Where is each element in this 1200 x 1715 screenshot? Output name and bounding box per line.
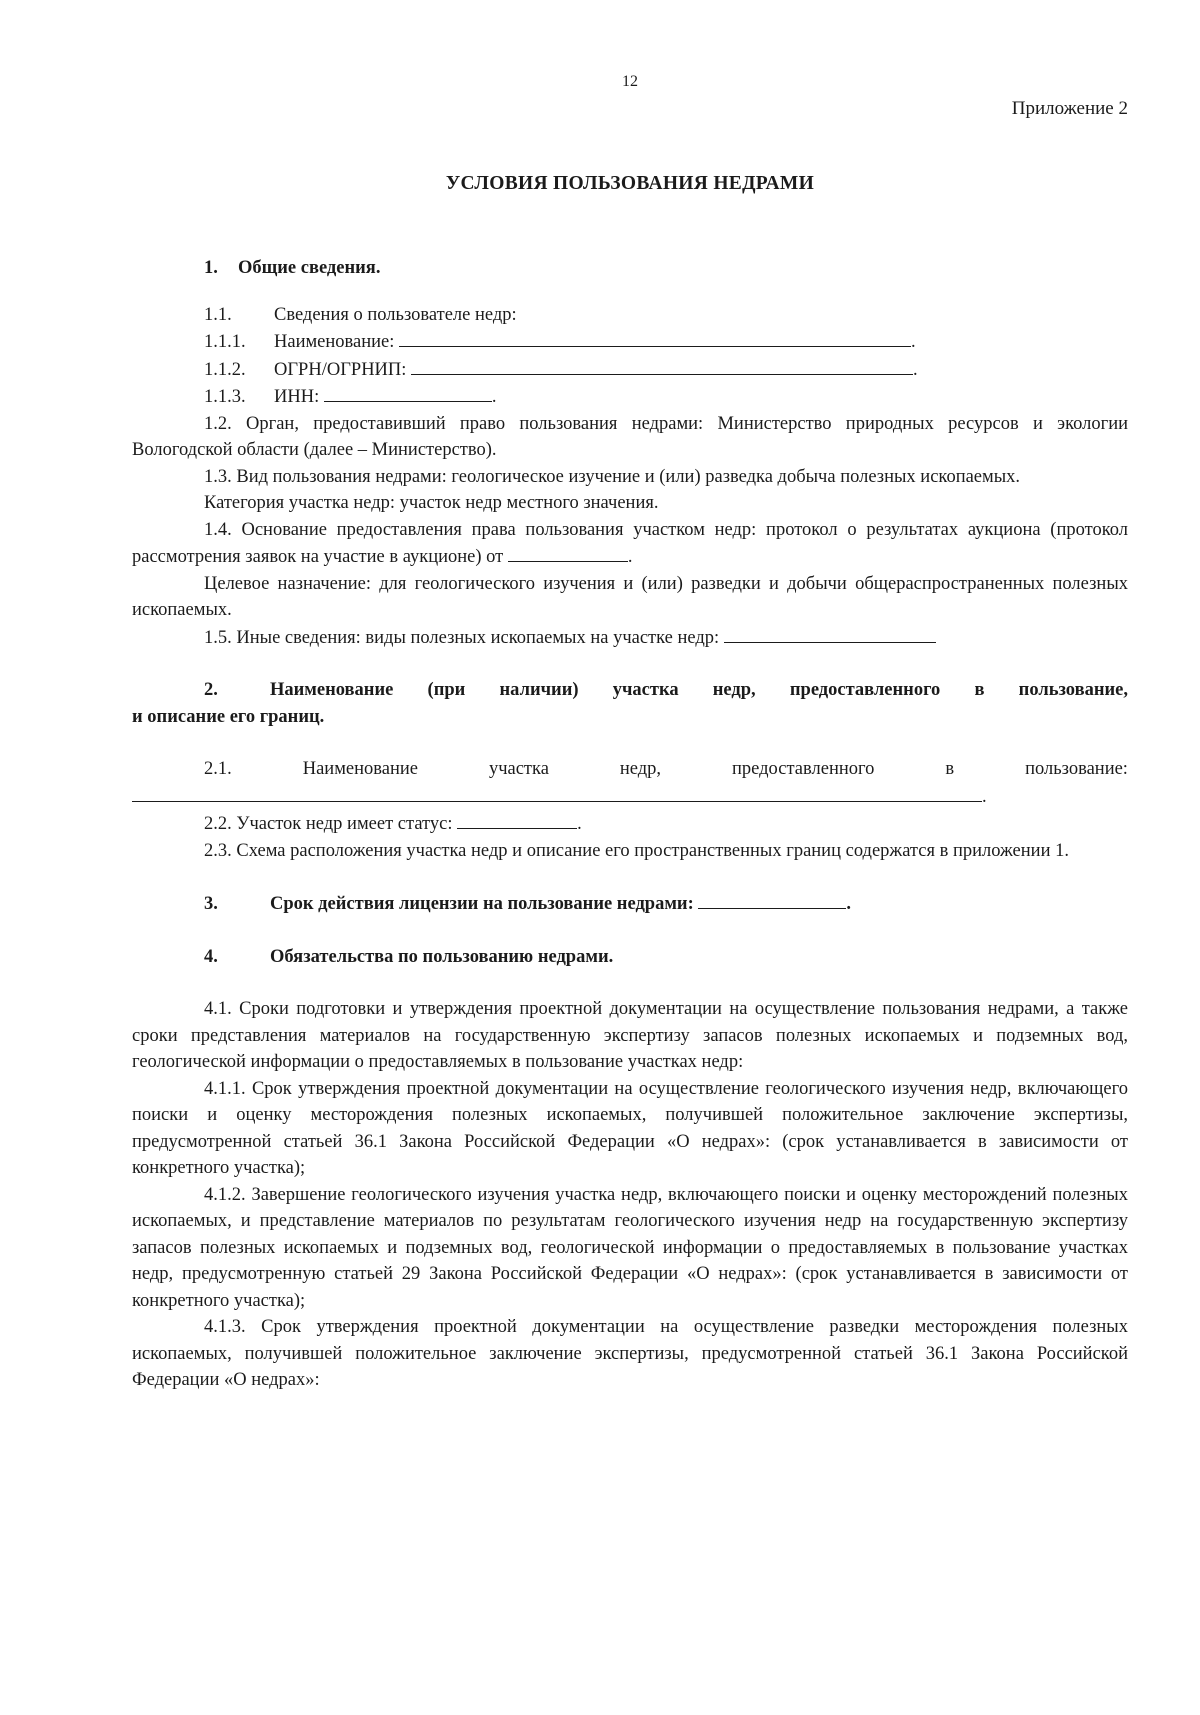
clause-1-1-1-number: 1.1.1. [204, 332, 246, 352]
clause-1-1-2-number: 1.1.2. [204, 359, 246, 380]
section-3-title: Срок действия лицензии на пользование недрами: [270, 894, 694, 914]
clause-2-1-word: в [945, 759, 955, 779]
clause-1-4-text: 1.4. Основание предоставления права пользования участком недр: протокол о результатах аукциона (протокол рассмотрения заявок на участие в аукционе) от [132, 519, 1128, 567]
section-4-title: Обязательства по пользованию недрами. [270, 946, 614, 967]
section-1-title: Общие сведения. [238, 258, 381, 278]
clause-1-3: 1.3. Вид пользования недрами: геологическое изучение и (или) разведка добыча полезных ископаемых. [204, 466, 1021, 487]
clause-2-2: 2.2. Участок недр имеет статус: . [132, 810, 1128, 838]
minerals-blank-field[interactable] [724, 624, 936, 643]
section-1-heading [204, 255, 1128, 282]
clause-1-4: 1.4. Основание предоставления права пользования участком недр: протокол о результатах аукциона (протокол рассмотрения заявок на участие в аукционе) от . [132, 519, 1128, 567]
section-2-number: 2. [204, 680, 218, 700]
clause-4-1: 4.1. Сроки подготовки и утверждения проектной документации на осуществление пользования недрами, а также сроки представления материалов на государственную экспертизу запасов полезных ископаемых и подземных вод, геологической информации о предоставляемых в пользование участках недр: [132, 999, 1128, 1072]
clause-1-1-3-number: 1.1.3. [204, 387, 246, 407]
section-1-number: 1. [204, 258, 218, 278]
clause-1-1-1-text: Наименование: [274, 332, 395, 352]
section-3-heading: 3. Срок действия лицензии на пользование недрами: . [132, 890, 1128, 918]
ogrn-blank-field[interactable] [411, 356, 913, 375]
clause-1-1-2: 1.1.2. ОГРН/ОГРНИП: . [132, 356, 1128, 384]
section-4-heading [132, 944, 1128, 971]
clause-2-1 [132, 756, 1128, 783]
clause-2-1-word: Наименование [302, 759, 418, 779]
clause-1-1 [132, 302, 1128, 329]
clause-2-1-word: участка [488, 759, 549, 779]
section-2-heading [132, 677, 1128, 730]
clause-1-1-2-text: ОГРН/ОГРНИП: [274, 359, 407, 380]
clause-2-3: 2.3. Схема расположения участка недр и описание его пространственных границ содержатся в приложении 1. [204, 840, 1069, 861]
section-2-heading-line1 [132, 677, 1128, 704]
clause-4-1-1: 4.1.1. Срок утверждения проектной документации на осуществление геологического изучения недр, включающего поиски и оценку месторождения полезных ископаемых, получившей положительное заключение экспертизы, предусмотренной статьей 36.1 Закона Российской Федерации «О недрах»: (срок устанавливается в зависимости от конкретного участка); [132, 1078, 1128, 1178]
plot-name-blank-field[interactable] [132, 783, 982, 802]
clause-2-1-word: недр, [619, 759, 662, 779]
status-blank-field[interactable] [457, 810, 577, 829]
section-4-number: 4. [204, 946, 218, 967]
clause-1-1-number: 1.1. [204, 304, 232, 325]
clause-2-1-word: предоставленного [732, 759, 875, 779]
section-3-number: 3. [204, 894, 218, 914]
clause-1-1-3: 1.1.3. ИНН: . [132, 383, 1128, 411]
clause-4-1-3: 4.1.3. Срок утверждения проектной документации на осуществление разведки месторождения полезных ископаемых, получившей положительное заключение экспертизы, предусмотренной статьей 36.1 Закона Российской Федерации «О недрах»: [132, 1317, 1128, 1390]
section-2-title-line1: Наименование (при наличии) участка недр, предоставленного в пользование, [270, 680, 1128, 700]
appendix-label: Приложение 2 [1011, 98, 1128, 119]
clause-2-1-blank-line: . [132, 783, 1128, 811]
clause-1-5 [132, 624, 1128, 652]
document-title: УСЛОВИЯ ПОЛЬЗОВАНИЯ НЕДРАМИ [445, 172, 815, 194]
clause-1-1-3-text: ИНН: [274, 387, 320, 407]
section-2-title-line2: и описание его границ. [132, 706, 325, 727]
clause-4-1-2: 4.1.2. Завершение геологического изучения участка недр, включающего поиски и оценку месторождений полезных ископаемых, и представление материалов по результатам геологического изучения недр на государственную экспертизу запасов полезных ископаемых и подземных вод, геологической информации о предоставляемых в пользование участках недр, предусмотренную статьей 29 Закона Российской Федерации «О недрах»: (срок устанавливается в зависимости от конкретного участка); [132, 1184, 1128, 1311]
name-blank-field[interactable] [399, 328, 911, 347]
clause-2-1-word: пользование: [1025, 759, 1128, 779]
clause-1-1-text: Сведения о пользователе недр: [274, 304, 517, 325]
page-number: 12 [622, 73, 638, 90]
clause-1-2: 1.2. Орган, предоставивший право пользования недрами: Министерство природных ресурсов и экологии Вологодской области (далее – Министерство). [132, 413, 1128, 460]
clause-2-2-text: 2.2. Участок недр имеет статус: [204, 814, 453, 834]
clause-1-4-target: Целевое назначение: для геологического изучения и (или) разведки и добычи общераспространенных полезных ископаемых. [132, 573, 1128, 620]
protocol-date-blank-field[interactable] [508, 543, 628, 562]
clause-2-1-word: 2.1. [204, 759, 232, 779]
inn-blank-field[interactable] [324, 383, 492, 402]
clause-1-3-category: Категория участка недр: участок недр местного значения. [204, 493, 659, 513]
license-term-blank-field[interactable] [698, 890, 846, 909]
clause-1-1-1: 1.1.1. Наименование: . [132, 328, 1128, 356]
clause-1-5-text: 1.5. Иные сведения: виды полезных ископаемых на участке недр: [204, 627, 720, 648]
